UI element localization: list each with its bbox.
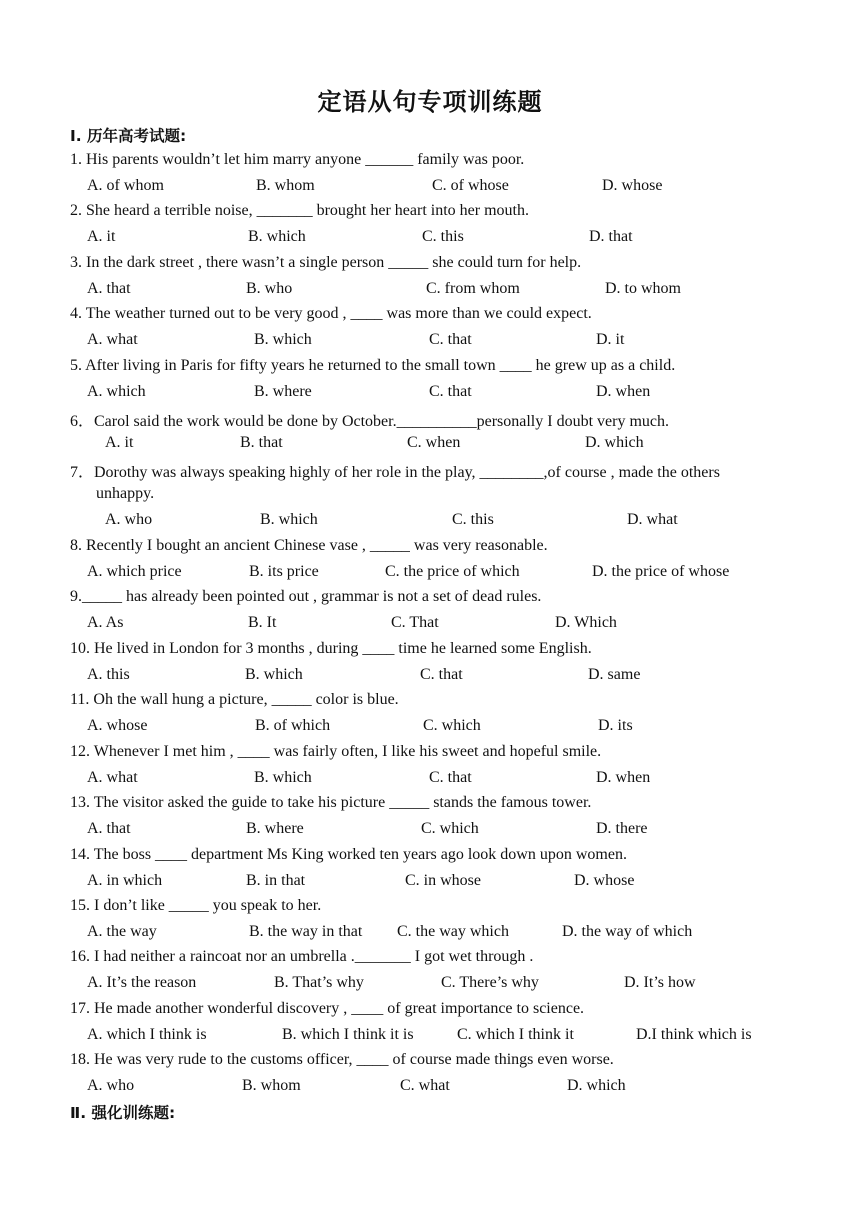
answer-option: B. which I think it is	[282, 1026, 414, 1043]
answer-option: A. who	[105, 511, 153, 528]
answer-option: D.I think which is	[636, 1026, 752, 1043]
answer-option: A. which I think is	[87, 1026, 207, 1043]
answer-option: C. the way which	[397, 923, 509, 940]
answer-option: B. its price	[249, 563, 319, 580]
answer-option: C. which I think it	[457, 1026, 574, 1043]
question-stem: 1. His parents wouldn’t let him marry anyone ______ family was poor.	[70, 151, 525, 168]
section-heading-2: Ⅱ. 强化训练题:	[70, 1104, 176, 1122]
answer-option: D. which	[567, 1077, 626, 1094]
question-stem: 10. He lived in London for 3 months , during ____ time he learned some English.	[70, 640, 592, 657]
answer-option: B. where	[246, 820, 304, 837]
question-stem: 16. I had neither a raincoat nor an umbrella ._______ I got wet through .	[70, 948, 534, 965]
answer-option: C. the price of which	[385, 563, 520, 580]
answer-option: B. in that	[246, 872, 306, 889]
answer-option: D. whose	[574, 872, 635, 889]
question-stem: 17. He made another wonderful discovery , ____ of great importance to science.	[70, 1000, 585, 1017]
answer-option: B. which	[254, 769, 312, 786]
answer-option: B. of which	[255, 717, 331, 734]
question-stem: 6．Carol said the work would be done by October.__________personally I doubt very much.	[70, 413, 669, 430]
answer-option: A. who	[87, 1077, 135, 1094]
answer-option: B. That’s why	[274, 974, 364, 991]
answer-option: C. this	[452, 511, 494, 528]
answer-option: C. that	[429, 769, 472, 786]
answer-option: D. what	[627, 511, 678, 528]
answer-option: C. of whose	[432, 177, 509, 194]
answer-option: C. which	[421, 820, 479, 837]
question-stem: 5. After living in Paris for fifty years he returned to the small town ____ he grew up as a child.	[70, 357, 676, 374]
answer-option: C. That	[391, 614, 439, 631]
answer-option: B. which	[254, 331, 312, 348]
answer-option: D. which	[585, 434, 644, 451]
answer-option: D. to whom	[605, 280, 681, 297]
answer-option: C. There’s why	[441, 974, 539, 991]
answer-option: A. this	[87, 666, 130, 683]
answer-option: D. It’s how	[624, 974, 696, 991]
answer-option: B. which	[260, 511, 318, 528]
answer-option: A. whose	[87, 717, 148, 734]
answer-option: B. whom	[242, 1077, 301, 1094]
answer-option: C. when	[407, 434, 461, 451]
answer-option: B. the way in that	[249, 923, 363, 940]
answer-option: D. there	[596, 820, 648, 837]
answer-option: D. Which	[555, 614, 617, 631]
answer-option: A. what	[87, 769, 138, 786]
question-stem: 12. Whenever I met him , ____ was fairly often, I like his sweet and hopeful smile.	[70, 743, 602, 760]
answer-option: A. which price	[87, 563, 182, 580]
question-stem: 14. The boss ____ department Ms King worked ten years ago look down upon women.	[70, 846, 627, 863]
answer-option: D. the price of whose	[592, 563, 730, 580]
question-stem: 9._____ has already been pointed out , grammar is not a set of dead rules.	[70, 588, 542, 605]
question-stem: 8. Recently I bought an ancient Chinese vase , _____ was very reasonable.	[70, 537, 548, 554]
answer-option: C. in whose	[405, 872, 481, 889]
answer-option: B. which	[248, 228, 306, 245]
answer-option: C. what	[400, 1077, 450, 1094]
answer-option: B. It	[248, 614, 277, 631]
answer-option: B. whom	[256, 177, 315, 194]
answer-option: A. It’s the reason	[87, 974, 197, 991]
question-stem: 11. Oh the wall hung a picture, _____ color is blue.	[70, 691, 399, 708]
question-stem: 7．Dorothy was always speaking highly of her role in the play, ________,of course , made the others	[70, 464, 720, 481]
answer-option: B. which	[245, 666, 303, 683]
answer-option: A. that	[87, 820, 131, 837]
question-stem: 4. The weather turned out to be very good , ____ was more than we could expect.	[70, 305, 592, 322]
answer-option: C. that	[429, 383, 472, 400]
answer-option: C. that	[420, 666, 463, 683]
answer-option: B. that	[240, 434, 283, 451]
answer-option: B. where	[254, 383, 312, 400]
answer-option: C. which	[423, 717, 481, 734]
question-stem: 13. The visitor asked the guide to take his picture _____ stands the famous tower.	[70, 794, 592, 811]
question-stem: 2. She heard a terrible noise, _______ brought her heart into her mouth.	[70, 202, 529, 219]
section-heading-1: Ⅰ. 历年高考试题:	[70, 127, 187, 145]
answer-option: D. when	[596, 769, 651, 786]
answer-option: C. this	[422, 228, 464, 245]
answer-option: D. that	[589, 228, 633, 245]
answer-option: B. who	[246, 280, 293, 297]
answer-option: A. which	[87, 383, 146, 400]
answer-option: A. in which	[87, 872, 163, 889]
page-title: 定语从句专项训练题	[317, 88, 543, 116]
answer-option: D. whose	[602, 177, 663, 194]
question-stem: 3. In the dark street , there wasn’t a single person _____ she could turn for help.	[70, 254, 582, 271]
answer-option: A. As	[87, 614, 124, 631]
answer-option: C. from whom	[426, 280, 520, 297]
answer-option: C. that	[429, 331, 472, 348]
answer-option: D. same	[588, 666, 641, 683]
question-stem: 15. I don’t like _____ you speak to her.	[70, 897, 322, 914]
answer-option: D. it	[596, 331, 625, 348]
answer-option: A. of whom	[87, 177, 164, 194]
answer-option: A. it	[105, 434, 134, 451]
answer-option: A. the way	[87, 923, 157, 940]
answer-option: A. that	[87, 280, 131, 297]
question-stem-continued: unhappy.	[96, 485, 155, 502]
answer-option: D. when	[596, 383, 651, 400]
answer-option: A. what	[87, 331, 138, 348]
answer-option: D. the way of which	[562, 923, 693, 940]
answer-option: A. it	[87, 228, 116, 245]
answer-option: D. its	[598, 717, 633, 734]
question-stem: 18. He was very rude to the customs officer, ____ of course made things even worse.	[70, 1051, 614, 1068]
